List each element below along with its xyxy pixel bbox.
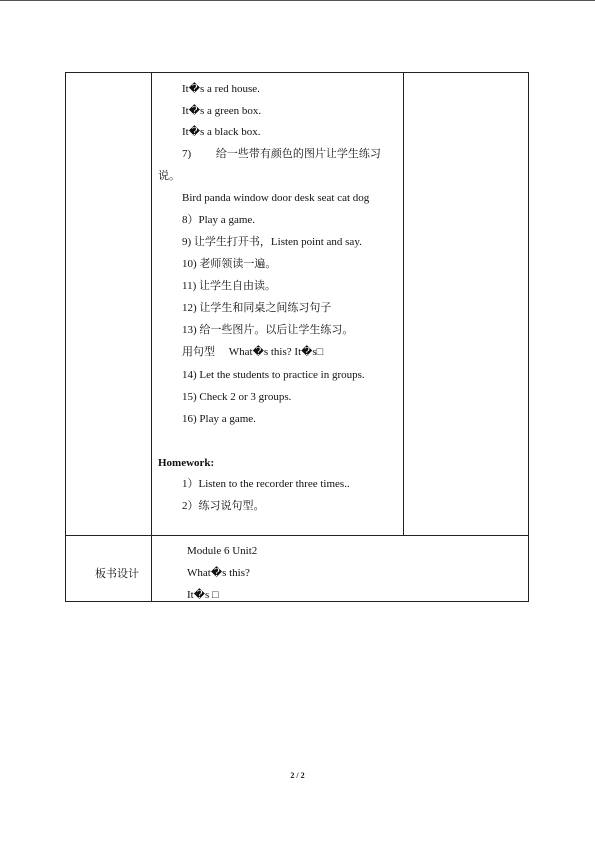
lesson-line: 说。 — [158, 170, 180, 182]
homework-item: 2）练习说句型。 — [182, 500, 265, 512]
board-line: It�s □ — [187, 589, 219, 601]
lesson-line: 16) Play a game. — [182, 413, 256, 425]
homework-item: 1）Listen to the recorder three times.. — [182, 478, 350, 490]
board-line: Module 6 Unit2 — [187, 545, 258, 557]
lesson-line: 11) 让学生自由读。 — [182, 280, 277, 292]
page-top-rule — [0, 0, 595, 1]
lesson-line: It�s a green box. — [182, 105, 262, 117]
board-line: What�s this? — [187, 567, 250, 579]
board-design-label: 板书设计 — [95, 568, 139, 580]
table-col-divider-2 — [403, 72, 404, 535]
lesson-line: Bird panda window door desk seat cat dog — [182, 192, 370, 204]
lesson-line: 9) 让学生打开书，Listen point and say. — [182, 236, 362, 248]
table-col-divider-1 — [151, 72, 152, 602]
lesson-line: It�s a black box. — [182, 126, 261, 138]
homework-title: Homework: — [158, 457, 215, 469]
lesson-line: 14) Let the students to practice in groups. — [182, 369, 365, 381]
lesson-line: 8）Play a game. — [182, 214, 256, 226]
page-number: 2 / 2 — [290, 771, 305, 780]
lesson-line: It�s a red house. — [182, 83, 260, 95]
lesson-line: 10) 老师领读一遍。 — [182, 258, 277, 270]
lesson-line: 用句型 What�s this? It�s□ — [182, 346, 324, 358]
lesson-line: 7) 给一些带有颜色的图片让学生练习 — [182, 148, 381, 160]
lesson-line: 12) 让学生和同桌之间练习句子 — [182, 302, 332, 314]
table-row-divider — [65, 535, 529, 536]
lesson-line: 13) 给一些图片。以后让学生练习。 — [182, 324, 354, 336]
lesson-line: 15) Check 2 or 3 groups. — [182, 391, 292, 403]
